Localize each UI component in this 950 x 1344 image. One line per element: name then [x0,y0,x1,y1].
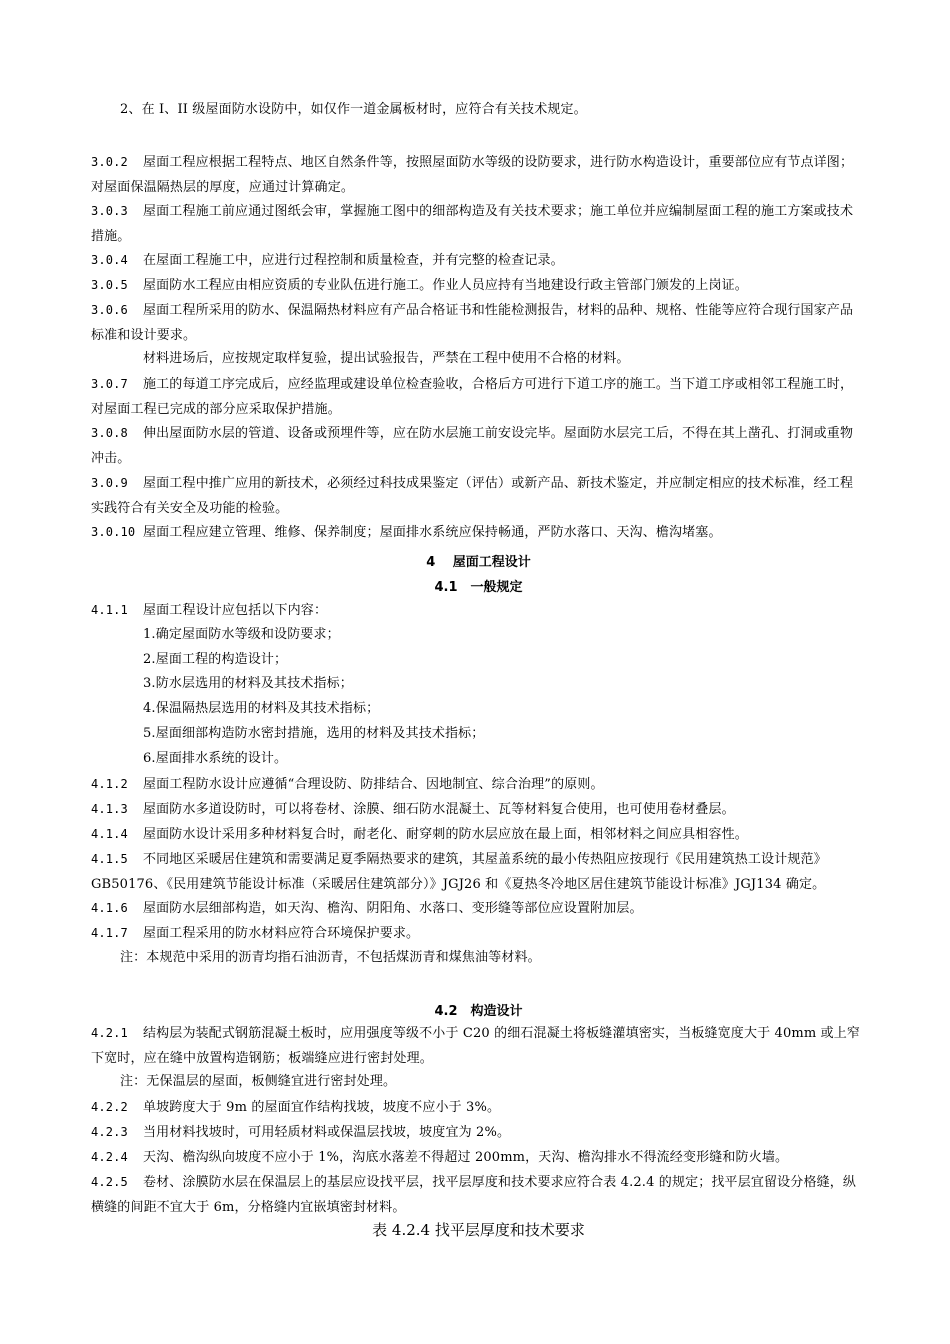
clause-text: 屋面工程应根据工程特点、地区自然条件等，按照屋面防水等级的设防要求，进行防水构造设计，重要部位应有节点详图；对屋面保温隔热层的厚度，应通过计算确定。 [91,155,854,195]
clause-text: 不同地区采暖居住建筑和需要满足夏季隔热要求的建筑，其屋盖系统的最小传热阻应按现行《民用建筑热工设计规范》GB50176、《民用建筑节能设计标准（采暖居住建筑部分）》JGJ26 和《夏热冬冷地区居住建筑节能设计标准》JGJ134 确定。 [91,852,827,892]
indented-paragraph: 注：无保温层的屋面，板侧缝宜进行密封处理。 [120,1074,397,1089]
indented-paragraph: 5.屋面细部构造防水密封措施，选用的材料及其技术指标； [143,726,485,741]
clause-paragraph [91,1145,866,1171]
clause-text: 当用材料找坡时，可用轻质材料或保温层找坡，坡度宜为 2%。 [143,1125,511,1140]
clause-paragraph [91,248,866,274]
table-caption: 表 4.2.4 找平层厚度和技术要求 [372,1221,585,1239]
clause-text: 屋面工程施工前应通过图纸会审，掌握施工图中的细部构造及有关技术要求；施工单位并应编制屋面工程的施工方案或技术措施。 [91,204,854,244]
clause-paragraph [91,598,866,624]
clause-text: 在屋面工程施工中，应进行过程控制和质量检查，并有完整的检查记录。 [143,253,564,268]
clause-number: 4.1.5 [91,852,128,866]
indented-paragraph: 2、在 I、II 级屋面防水设防中，如仅作一道金属板材时，应符合有关技术规定。 [120,102,587,117]
clause-text: 屋面防水工程应由相应资质的专业队伍进行施工。作业人员应持有当地建设行政主管部门颁发的上岗证。 [143,278,748,293]
indented-paragraph: 4.保温隔热层选用的材料及其技术指标； [143,701,380,716]
clause-number: 4.2.2 [91,1100,128,1114]
clause-number: 4.2.3 [91,1125,128,1139]
clause-number: 4.1.1 [91,603,128,617]
indented-paragraph: 1.确定屋面防水等级和设防要求； [143,627,340,642]
clause-paragraph [91,797,866,823]
clause-text: 屋面防水多道设防时，可以将卷材、涂膜、细石防水混凝土、瓦等材料复合使用，也可使用卷材叠层。 [143,802,735,817]
clause-text: 屋面工程采用的防水材料应符合环境保护要求。 [143,926,420,941]
clause-number: 3.0.5 [91,278,128,292]
clause-text: 屋面工程防水设计应遵循“合理设防、防排结合、因地制宜、综合治理”的原则。 [143,777,604,792]
clause-paragraph [91,772,866,798]
indented-paragraph: 材料进场后，应按规定取样复验，提出试验报告，严禁在工程中使用不合格的材料。 [143,351,630,366]
clause-paragraph [91,471,866,521]
clause-text: 伸出屋面防水层的管道、设备或预埋件等，应在防水层施工前安设完毕。屋面防水层完工后，不得在其上凿孔、打洞或重物冲击。 [91,426,854,466]
clause-text: 屋面防水设计采用多种材料复合时，耐老化、耐穿刺的防水层应放在最上面，相邻材料之间应具相容性。 [143,827,748,842]
clause-paragraph [91,921,866,947]
clause-text: 屋面工程设计应包括以下内容： [143,603,328,618]
clause-paragraph [91,520,866,546]
clause-number: 4.2.5 [91,1175,128,1189]
indented-paragraph: 6.屋面排水系统的设计。 [143,751,288,766]
clause-text: 单坡跨度大于 9m 的屋面宜作结构找坡，坡度不应小于 3%。 [143,1100,501,1115]
clause-paragraph [91,199,866,249]
clause-number: 3.0.7 [91,377,128,391]
section-heading: 4 屋面工程设计 [426,555,531,570]
indented-paragraph: 注：本规范中采用的沥青均指石油沥青，不包括煤沥青和煤焦油等材料。 [120,950,541,965]
clause-paragraph [91,150,866,200]
clause-number: 4.2.1 [91,1026,128,1040]
clause-number: 3.0.10 [91,525,136,539]
section-heading: 4.1 一般规定 [434,580,523,595]
clause-number: 3.0.4 [91,253,128,267]
clause-paragraph [91,847,866,897]
clause-paragraph [91,1021,866,1071]
clause-number: 4.1.3 [91,802,128,816]
indented-paragraph: 3.防水层选用的材料及其技术指标； [143,676,353,691]
clause-paragraph [91,822,866,848]
clause-number: 3.0.2 [91,155,128,169]
clause-number: 3.0.9 [91,476,128,490]
clause-number: 3.0.6 [91,303,128,317]
clause-text: 天沟、檐沟纵向坡度不应小于 1%，沟底水落差不得超过 200mm，天沟、檐沟排水不得流经变形缝和防火墙。 [143,1150,789,1165]
clause-number: 4.1.6 [91,901,128,915]
clause-number: 4.2.4 [91,1150,128,1164]
clause-number: 3.0.8 [91,426,128,440]
clause-paragraph [91,298,866,348]
clause-number: 4.1.2 [91,777,128,791]
clause-text: 施工的每道工序完成后，应经监理或建设单位检查验收，合格后方可进行下道工序的施工。当下道工序或相邻工程施工时，对屋面工程已完成的部分应采取保护措施。 [91,377,854,417]
clause-text: 结构层为装配式钢筋混凝土板时，应用强度等级不小于 C20 的细石混凝土将板缝灌填密实，当板缝宽度大于 40mm 或上窄下宽时，应在缝中放置构造钢筋；板端缝应进行密封处理。 [91,1026,861,1066]
clause-paragraph [91,1170,866,1220]
clause-text: 卷材、涂膜防水层在保温层上的基层应设找平层，找平层厚度和技术要求应符合表 4.2.4 的规定；找平层宜留设分格缝，纵横缝的间距不宜大于 6m，分格缝内宜嵌填密封材料。 [91,1175,857,1215]
clause-text: 屋面工程中推广应用的新技术，必须经过科技成果鉴定（评估）或新产品、新技术鉴定，并应制定相应的技术标准，经工程实践符合有关安全及功能的检验。 [91,476,854,516]
clause-number: 4.1.4 [91,827,128,841]
clause-paragraph [91,1120,866,1146]
clause-paragraph [91,1095,866,1121]
clause-text: 屋面防水层细部构造，如天沟、檐沟、阴阳角、水落口、变形缝等部位应设置附加层。 [143,901,643,916]
clause-paragraph [91,273,866,299]
clause-number: 3.0.3 [91,204,128,218]
section-heading: 4.2 构造设计 [434,1004,523,1019]
clause-number: 4.1.7 [91,926,128,940]
indented-paragraph: 2.屋面工程的构造设计； [143,652,288,667]
clause-paragraph [91,421,866,471]
clause-text: 屋面工程应建立管理、维修、保养制度；屋面排水系统应保持畅通，严防水落口、天沟、檐沟堵塞。 [143,525,722,540]
clause-text: 屋面工程所采用的防水、保温隔热材料应有产品合格证书和性能检测报告，材料的品种、规格、性能等应符合现行国家产品标准和设计要求。 [91,303,854,343]
clause-paragraph [91,372,866,422]
clause-paragraph [91,896,866,922]
